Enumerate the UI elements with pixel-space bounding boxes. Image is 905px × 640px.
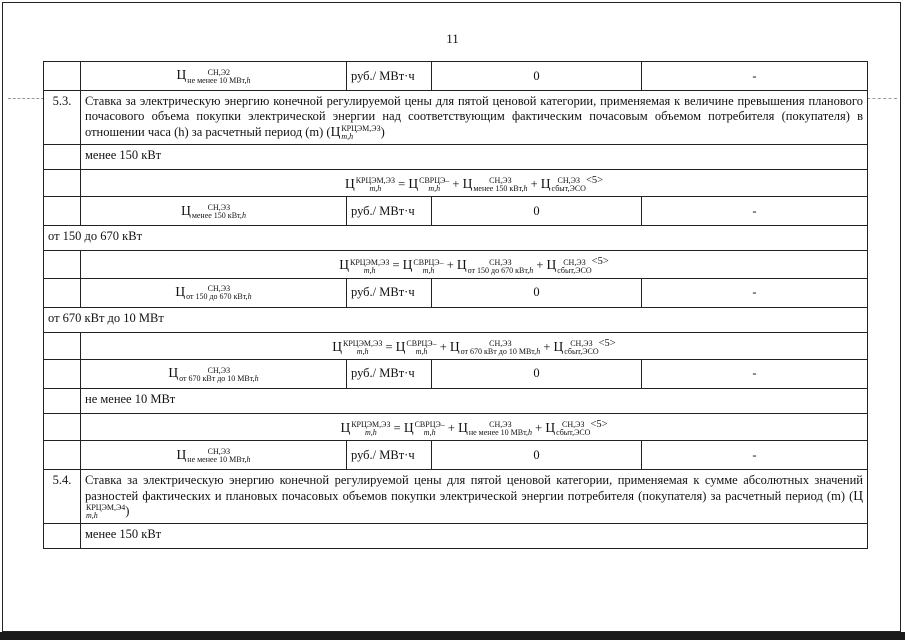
parameter-symbol: Ц СН,ЭЗ не менее 10 МВт,h [81, 441, 347, 470]
note-cell: - [642, 62, 868, 91]
table-row-group [44, 388, 868, 413]
note-cell: - [642, 441, 868, 470]
table-row-section-5-3 [44, 91, 868, 145]
table-row-formula [44, 170, 868, 197]
value-cell: 0 [432, 441, 642, 470]
section-description: Ставка за электрическую энергию конечной регулируемой цены для пятой ценовой категории, применяемая к сумме абсолютных значений разностей фактических и плановых почасовых объемов покупки электрической энергии потребителя (покупателя) за расчетный период (m) (Ц КРЦЭМ,Э4 m,h ) [81, 470, 868, 524]
table-row-group [44, 226, 868, 251]
table-row-formula [44, 251, 868, 278]
section-number: 5.4. [44, 470, 81, 524]
value-cell: 0 [432, 62, 642, 91]
table-row-formula [44, 332, 868, 359]
formula: Ц КРЦЭМ,ЭЗ m,h = Ц СВРЦЭ– m,h + Ц СН,ЭЗ от 670 кВт до 10 МВт,h + Ц СН,ЭЗ сбыт,ЭСО $^{<5>}$ [81, 332, 868, 359]
group-label: не менее 10 МВт [81, 388, 868, 413]
unit-cell: руб./ МВт·ч [347, 62, 432, 91]
note-cell: - [642, 359, 868, 388]
unit-cell: руб./ МВт·ч [347, 441, 432, 470]
group-label: от 670 кВт до 10 МВт [44, 307, 868, 332]
table-row-group [44, 524, 868, 549]
dashed-divider-left [8, 98, 44, 99]
number-cell [44, 524, 81, 549]
table-row [44, 359, 868, 388]
table-row [44, 62, 868, 91]
table-row [44, 441, 868, 470]
number-cell [44, 388, 81, 413]
number-cell [44, 197, 81, 226]
unit-cell: руб./ МВт·ч [347, 359, 432, 388]
formula: Ц КРЦЭМ,ЭЗ m,h = Ц СВРЦЭ– m,h + Ц СН,ЭЗ не менее 10 МВт,h + Ц СН,ЭЗ сбыт,ЭСО $^{<5>}$ [81, 413, 868, 440]
value-cell: 0 [432, 197, 642, 226]
number-cell [44, 62, 81, 91]
number-cell [44, 332, 81, 359]
number-cell [44, 251, 81, 278]
unit-cell: руб./ МВт·ч [347, 197, 432, 226]
section-description: Ставка за электрическую энергию конечной регулируемой цены для пятой ценовой категории, применяемая к величине превышения планового почасового объема покупки электрической энергии над соответствующим фактическим почасовым объемом потребителя (покупателя) в отношении часа (h) за расчетный период (m) (Ц КРЦЭМ,ЭЗ m,h ) [81, 91, 868, 145]
page-number: 11 [446, 31, 459, 46]
table-row-section-5-4 [44, 470, 868, 524]
table-row-group [44, 307, 868, 332]
tariff-table [43, 61, 868, 549]
parameter-symbol: Ц СН,ЭЗ от 670 кВт до 10 МВт,h [81, 359, 347, 388]
group-label: менее 150 кВт [81, 145, 868, 170]
section-number: 5.3. [44, 91, 81, 145]
formula: Ц КРЦЭМ,ЭЗ m,h = Ц СВРЦЭ– m,h + Ц СН,ЭЗ менее 150 кВт,h + Ц СН,ЭЗ сбыт,ЭСО $^{<5>}$ [81, 170, 868, 197]
note-cell: - [642, 278, 868, 307]
table-row-formula [44, 413, 868, 440]
table-row-group [44, 145, 868, 170]
note-cell: - [642, 197, 868, 226]
parameter-symbol: Ц СН,Э2 не менее 10 МВт,h [81, 62, 347, 91]
table-row [44, 197, 868, 226]
number-cell [44, 145, 81, 170]
scan-bottom-edge [0, 632, 905, 640]
parameter-symbol: Ц СН,ЭЗ от 150 до 670 кВт,h [81, 278, 347, 307]
parameter-symbol: Ц СН,ЭЗ менее 150 кВт,h [81, 197, 347, 226]
unit-cell: руб./ МВт·ч [347, 278, 432, 307]
number-cell [44, 441, 81, 470]
table-row [44, 278, 868, 307]
formula: Ц КРЦЭМ,ЭЗ m,h = Ц СВРЦЭ– m,h + Ц СН,ЭЗ от 150 до 670 кВт,h + Ц СН,ЭЗ сбыт,ЭСО $^{<5>}$ [81, 251, 868, 278]
number-cell [44, 278, 81, 307]
number-cell [44, 413, 81, 440]
number-cell [44, 359, 81, 388]
value-cell: 0 [432, 359, 642, 388]
value-cell: 0 [432, 278, 642, 307]
group-label: от 150 до 670 кВт [44, 226, 868, 251]
number-cell [44, 170, 81, 197]
group-label: менее 150 кВт [81, 524, 868, 549]
dashed-divider-right [867, 98, 897, 99]
